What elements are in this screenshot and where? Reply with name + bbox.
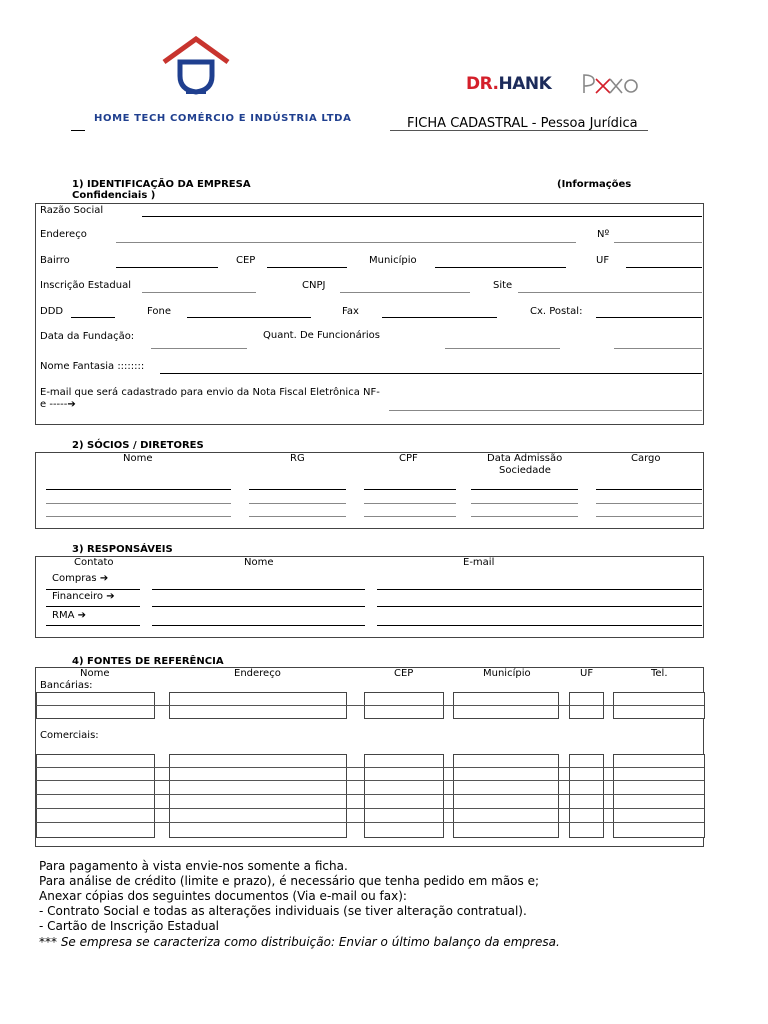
input-uf[interactable]	[626, 267, 702, 268]
company-name: HOME TECH COMÉRCIO E INDÚSTRIA LTDA	[94, 113, 352, 124]
socio-data-line[interactable]	[471, 503, 578, 504]
input-fone[interactable]	[187, 317, 311, 318]
input-ddd[interactable]	[71, 317, 115, 318]
label-bancarias: Bancárias:	[40, 680, 93, 691]
ref-com-divider	[36, 794, 704, 795]
resp-label-rma: RMA ➔	[52, 610, 86, 621]
header-rg: RG	[290, 453, 305, 464]
label-razao-social: Razão Social	[40, 205, 104, 216]
input-razao-social[interactable]	[142, 216, 702, 217]
ref-com-divider	[36, 767, 704, 768]
form-title: FICHA CADASTRAL - Pessoa Jurídica	[407, 116, 638, 131]
brand-hank: HANK	[498, 74, 552, 94]
header-cpf: CPF	[399, 453, 418, 464]
socio-rg-line[interactable]	[249, 503, 346, 504]
input-municipio[interactable]	[435, 267, 566, 268]
socio-cargo-line[interactable]	[596, 489, 702, 490]
footer-line-1: Para pagamento à vista envie-nos somente a ficha.	[39, 859, 348, 873]
section2-title: 2) SÓCIOS / DIRETORES	[72, 440, 204, 451]
input-site[interactable]	[518, 292, 702, 293]
header-ref-municipio: Município	[483, 668, 531, 679]
header-nome: Nome	[123, 453, 153, 464]
resp-email-line[interactable]	[377, 589, 702, 590]
resp-email-line[interactable]	[377, 606, 702, 607]
input-data-fundacao[interactable]	[151, 348, 247, 349]
title-underline	[390, 130, 648, 131]
socio-data-line[interactable]	[471, 489, 578, 490]
resp-nome-line[interactable]	[152, 625, 365, 626]
resp-nome-line[interactable]	[152, 589, 365, 590]
header-ref-tel: Tel.	[651, 668, 668, 679]
label-data-fundacao: Data da Fundação:	[40, 331, 135, 342]
label-fone: Fone	[147, 306, 172, 317]
resp-nome-line[interactable]	[152, 606, 365, 607]
resp-label-financeiro: Financeiro ➔	[52, 591, 115, 602]
header-data-admissao: Data Admissão	[487, 453, 563, 464]
ref-com-divider	[36, 822, 704, 823]
resp-contato-line[interactable]	[46, 589, 140, 590]
header-ref-uf: UF	[580, 668, 594, 679]
header-ref-endereco: Endereço	[234, 668, 281, 679]
brand-dr: DR.	[466, 74, 499, 94]
label-inscricao-estadual: Inscrição Estadual	[40, 280, 131, 291]
header-ref-cep: CEP	[394, 668, 414, 679]
label-numero: Nº	[597, 229, 610, 240]
label-cx-postal: Cx. Postal:	[530, 306, 583, 317]
footer-line-3: Anexar cópias dos seguintes documentos (Via e-mail ou fax):	[39, 889, 407, 903]
footer-line-5: - Cartão de Inscrição Estadual	[39, 919, 220, 933]
input-cnpj[interactable]	[340, 292, 470, 293]
label-municipio: Município	[369, 255, 417, 266]
section1-title: 1) IDENTIFICAÇÃO DA EMPRESA	[72, 179, 251, 190]
socio-data-line[interactable]	[471, 516, 578, 517]
section1-note-cont: Confidenciais )	[72, 190, 156, 201]
footer-line-4: - Contrato Social e todas as alterações individuais (se tiver alteração contratual).	[39, 904, 527, 918]
input-cep[interactable]	[267, 267, 347, 268]
header-resp-email: E-mail	[463, 557, 495, 568]
header-cargo: Cargo	[631, 453, 661, 464]
socio-cpf-line[interactable]	[364, 503, 456, 504]
ref-com-divider	[36, 808, 704, 809]
label-uf: UF	[596, 255, 610, 266]
input-numero[interactable]	[614, 242, 702, 243]
header-ref-nome: Nome	[80, 668, 110, 679]
socio-cargo-line[interactable]	[596, 503, 702, 504]
ref-com-divider	[36, 780, 704, 781]
label-fax: Fax	[342, 306, 359, 317]
socio-nome-line[interactable]	[46, 489, 231, 490]
socio-rg-line[interactable]	[249, 489, 346, 490]
socio-cargo-line[interactable]	[596, 516, 702, 517]
label-email-nfe: E-mail que será cadastrado para envio da Nota Fiscal Eletrônica NF-	[40, 387, 380, 398]
socio-nome-line[interactable]	[46, 516, 231, 517]
ref-banc-divider	[36, 705, 704, 706]
company-underline	[71, 130, 85, 131]
header-contato: Contato	[74, 557, 114, 568]
label-email-nfe-cont: e -----➔	[40, 399, 76, 410]
label-comerciais: Comerciais:	[40, 730, 99, 741]
input-email-nfe[interactable]	[389, 410, 702, 411]
partner-logo	[580, 71, 640, 97]
resp-label-compras: Compras ➔	[52, 573, 109, 584]
label-bairro: Bairro	[40, 255, 70, 266]
input-bairro[interactable]	[116, 267, 218, 268]
input-nome-fantasia[interactable]	[160, 373, 702, 374]
header-resp-nome: Nome	[244, 557, 274, 568]
section4-title: 4) FONTES DE REFERÊNCIA	[72, 656, 224, 667]
resp-contato-line[interactable]	[46, 625, 140, 626]
label-site: Site	[493, 280, 513, 291]
input-inscricao-estadual[interactable]	[142, 292, 256, 293]
input-extra[interactable]	[614, 348, 702, 349]
brand-logo	[466, 74, 551, 94]
section1-note: (Informações	[557, 179, 632, 190]
company-logo	[162, 36, 230, 98]
input-cx-postal[interactable]	[596, 317, 702, 318]
input-fax[interactable]	[382, 317, 497, 318]
header-sociedade: Sociedade	[499, 465, 551, 476]
socio-cpf-line[interactable]	[364, 489, 456, 490]
label-nome-fantasia: Nome Fantasia ::::::::	[40, 361, 145, 372]
socio-cpf-line[interactable]	[364, 516, 456, 517]
label-ddd: DDD	[40, 306, 64, 317]
socio-rg-line[interactable]	[249, 516, 346, 517]
label-quant-funcionarios: Quant. De Funcionários	[263, 330, 380, 341]
resp-email-line[interactable]	[377, 625, 702, 626]
label-cnpj: CNPJ	[302, 280, 326, 291]
input-quant-funcionarios[interactable]	[445, 348, 560, 349]
input-endereco[interactable]	[116, 242, 576, 243]
label-endereco: Endereço	[40, 229, 87, 240]
resp-contato-line[interactable]	[46, 606, 140, 607]
footer-line-2: Para análise de crédito (limite e prazo), é necessário que tenha pedido em mãos e;	[39, 874, 540, 888]
socio-nome-line[interactable]	[46, 503, 231, 504]
section3-title: 3) RESPONSÁVEIS	[72, 544, 173, 555]
label-cep: CEP	[236, 255, 256, 266]
footer-note: *** Se empresa se caracteriza como distribuição: Enviar o último balanço da empresa.	[39, 935, 560, 949]
